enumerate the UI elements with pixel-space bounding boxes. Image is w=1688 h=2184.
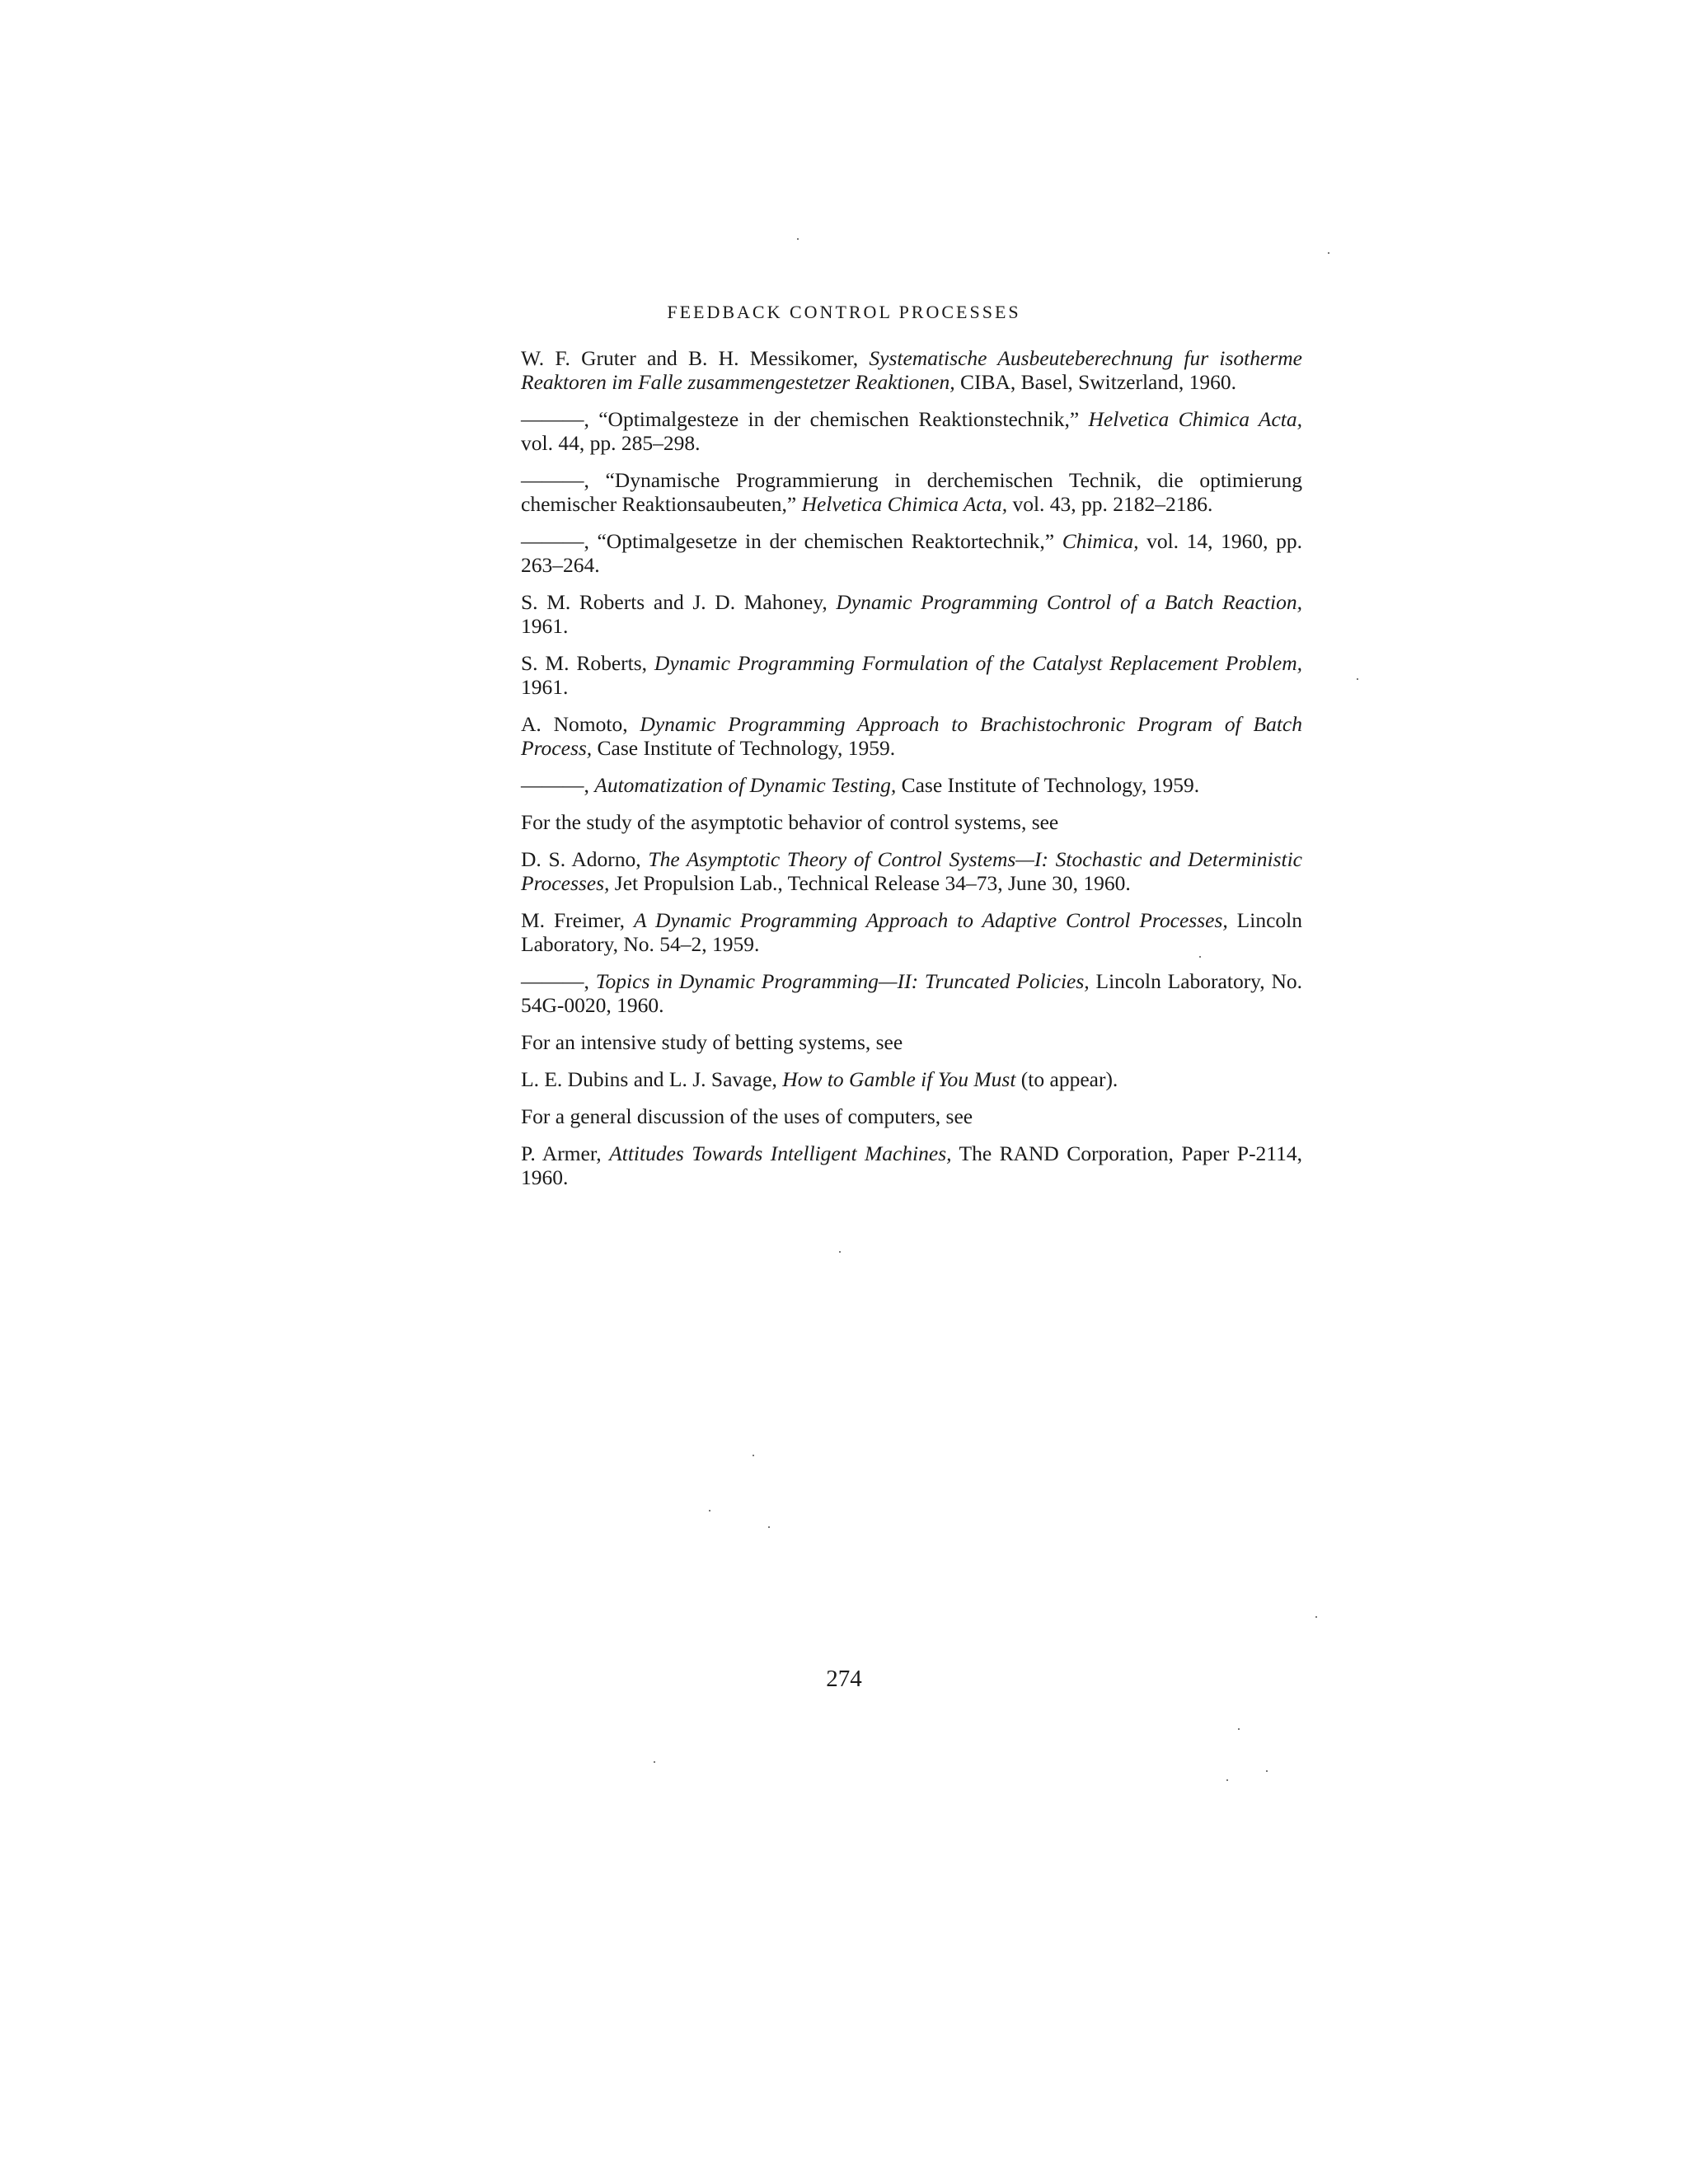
- reference-author: P. Armer,: [521, 1141, 610, 1165]
- reference-entry: [521, 1141, 1302, 1189]
- reference-author: M. Freimer,: [521, 908, 634, 932]
- reference-title: The Asymptotic Theory of Control Systems—I: Stochastic and Deterministic Processes,: [521, 847, 1302, 895]
- scan-speck: [1266, 1770, 1268, 1772]
- reference-author: L. E. Dubins and L. J. Savage,: [521, 1067, 783, 1091]
- reference-author: D. S. Adorno,: [521, 847, 649, 871]
- reference-details: The RAND Corporation, Paper P-2114, 1960.: [521, 1141, 1302, 1189]
- scan-speck: [1226, 1779, 1228, 1781]
- reference-title: Chimica,: [1062, 529, 1139, 553]
- reference-author: W. F. Gruter and B. H. Messikomer,: [521, 346, 870, 370]
- reference-details: 1961.: [521, 675, 569, 699]
- reference-details: Jet Propulsion Lab., Technical Release 34–73, June 30, 1960.: [609, 871, 1131, 895]
- scan-speck: [1315, 1616, 1317, 1618]
- reference-author: S. M. Roberts and J. D. Mahoney,: [521, 590, 837, 614]
- reference-details: Case Institute of Technology, 1959.: [896, 773, 1200, 797]
- scan-speck: [1199, 956, 1201, 958]
- scan-speck: [1238, 1728, 1240, 1730]
- reference-entry: [521, 773, 1302, 797]
- reference-title: Systematische Ausbeuteberechnung fur isotherme Reaktoren im Falle zusammengestetzer Reaktionen,: [521, 346, 1302, 394]
- reference-entry: [521, 847, 1302, 895]
- reference-title: Helvetica Chimica Acta,: [801, 492, 1008, 516]
- scan-speck: [1328, 252, 1329, 254]
- reference-details: Case Institute of Technology, 1959.: [592, 736, 896, 760]
- reference-title: A Dynamic Programming Approach to Adaptive Control Processes,: [633, 908, 1228, 932]
- reference-title: Attitudes Towards Intelligent Machines,: [609, 1141, 952, 1165]
- scan-speck: [797, 238, 799, 240]
- scan-speck: [1357, 678, 1358, 680]
- reference-entry: [521, 651, 1302, 699]
- reference-title: Dynamic Programming Formulation of the Catalyst Replacement Problem,: [654, 651, 1302, 675]
- intro-text: For a general discussion of the uses of computers, see: [521, 1104, 973, 1128]
- reference-entry: [521, 468, 1302, 516]
- reference-entry: [521, 590, 1302, 638]
- reference-details: Lincoln Laboratory, No. 54G-0020, 1960.: [521, 969, 1303, 1017]
- reference-details: (to appear).: [1015, 1067, 1118, 1091]
- bibliography: [521, 346, 1302, 1202]
- reference-title: Helvetica Chimica Acta,: [1088, 407, 1303, 431]
- reference-details: vol. 14, 1960, pp. 263–264.: [521, 529, 1303, 577]
- reference-title: Automatization of Dynamic Testing,: [594, 773, 897, 797]
- reference-entry: [521, 712, 1302, 760]
- reference-entry: [521, 969, 1302, 1017]
- reference-author: ———,: [521, 773, 595, 797]
- reference-details: 1961.: [521, 614, 569, 638]
- reference-entry: [521, 346, 1302, 394]
- scan-speck: [753, 1455, 754, 1456]
- reference-author: S. M. Roberts,: [521, 651, 654, 675]
- page-number: 274: [826, 1666, 862, 1692]
- intro-text: For an intensive study of betting systems, see: [521, 1030, 903, 1054]
- running-header: FEEDBACK CONTROL PROCESSES: [667, 302, 1021, 322]
- reference-author: ———, “Dynamische Programmierung in derchemischen Technik, die optimierung chemischer Reaktionsaubeuten,”: [521, 468, 1302, 516]
- intro-text: For the study of the asymptotic behavior of control systems, see: [521, 810, 1059, 834]
- reference-entry: [521, 1067, 1302, 1091]
- reference-author: ———,: [521, 969, 596, 993]
- reference-title: Dynamic Programming Approach to Brachistochronic Program of Batch Process,: [521, 712, 1302, 760]
- reference-author: A. Nomoto,: [521, 712, 640, 736]
- reference-author: ———, “Optimalgesetze in der chemischen Reaktortechnik,”: [521, 529, 1062, 553]
- scan-speck: [839, 1251, 841, 1253]
- scan-speck: [654, 1761, 655, 1763]
- section-intro: [521, 810, 1302, 834]
- scan-speck: [768, 1526, 770, 1528]
- reference-title: How to Gamble if You Must: [782, 1067, 1016, 1091]
- reference-entry: [521, 908, 1302, 956]
- reference-author: ———, “Optimalgesteze in der chemischen Reaktionstechnik,”: [521, 407, 1089, 431]
- reference-entry: [521, 407, 1302, 455]
- reference-details: vol. 44, pp. 285–298.: [521, 431, 701, 455]
- section-intro: [521, 1104, 1302, 1128]
- section-intro: [521, 1030, 1302, 1054]
- reference-title: Topics in Dynamic Programming—II: Truncated Policies,: [595, 969, 1090, 993]
- reference-title: Dynamic Programming Control of a Batch Reaction,: [836, 590, 1302, 614]
- reference-details: vol. 43, pp. 2182–2186.: [1007, 492, 1213, 516]
- reference-details: CIBA, Basel, Switzerland, 1960.: [954, 370, 1236, 394]
- reference-details: Lincoln Laboratory, No. 54–2, 1959.: [521, 908, 1302, 956]
- scan-speck: [709, 1510, 710, 1511]
- reference-entry: [521, 529, 1302, 577]
